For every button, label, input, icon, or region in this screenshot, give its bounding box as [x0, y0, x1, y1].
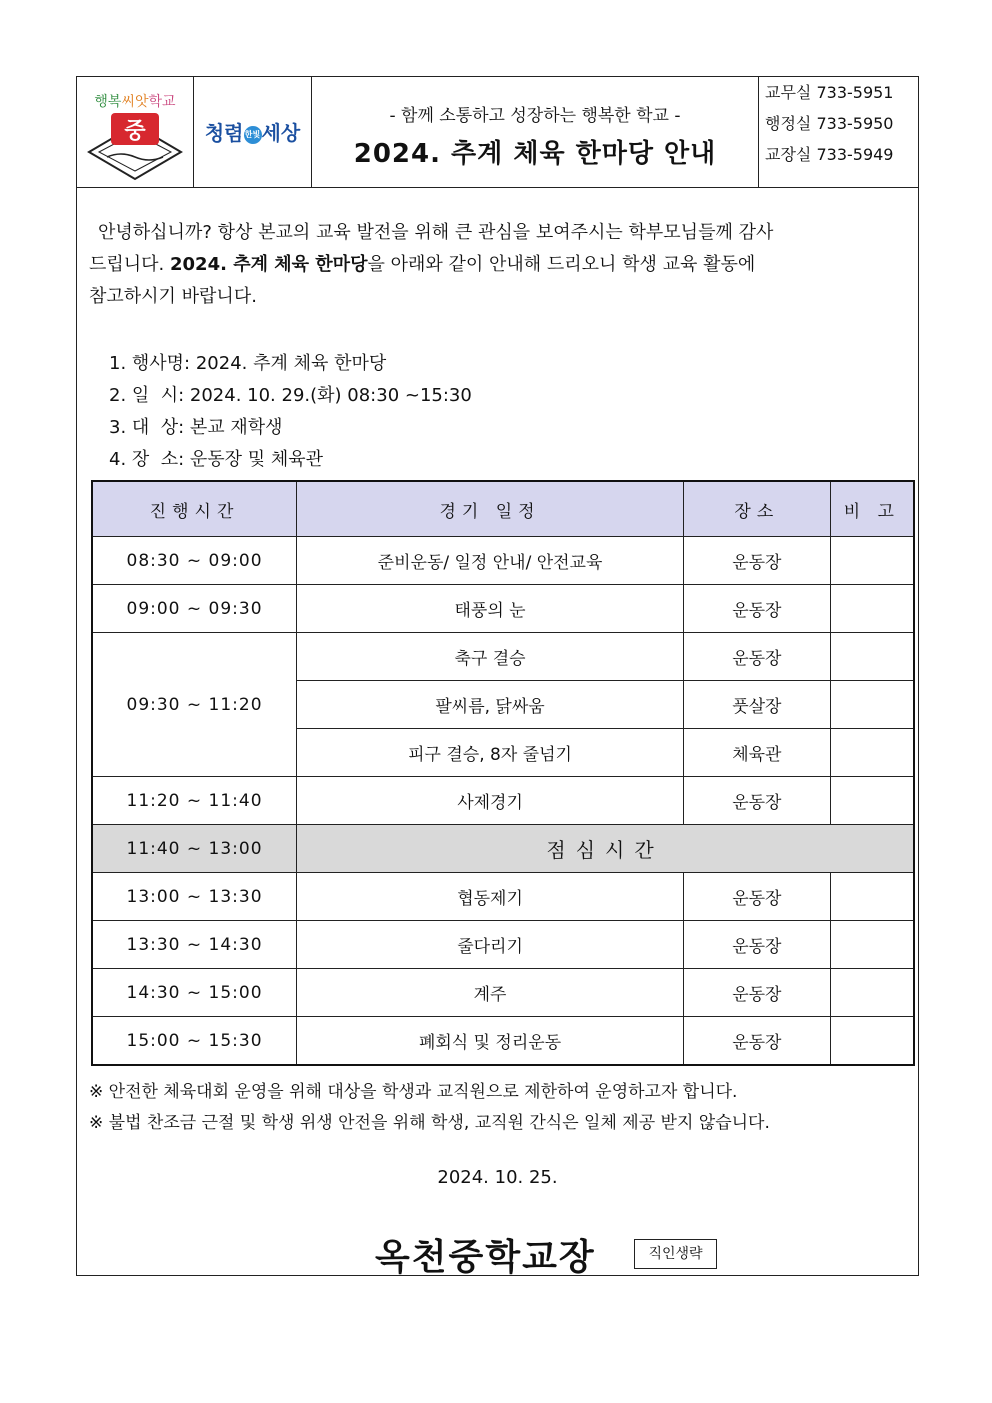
- slogan: - 함께 소통하고 성장하는 행복한 학교 -: [389, 106, 681, 126]
- integrity-world-logo: 청렴한빛세상: [194, 77, 312, 187]
- event-cell: 사제경기: [297, 777, 684, 825]
- time-cell: 08:30 ~ 09:00: [92, 537, 297, 585]
- document-date: 2024. 10. 25.: [437, 1167, 558, 1188]
- time-cell: 09:30 ~ 11:20: [92, 633, 297, 777]
- event-cell: 줄다리기: [297, 921, 684, 969]
- table-row: [92, 969, 914, 1017]
- remarks-cell: [830, 537, 914, 585]
- schedule-table: [91, 480, 915, 1066]
- emblem-char: 중: [124, 119, 146, 144]
- document-frame: [76, 76, 919, 1276]
- remarks-cell: [830, 585, 914, 633]
- event-cell: 준비운동/ 일정 안내/ 안전교육: [297, 537, 684, 585]
- event-cell: 팔씨름, 닭싸움: [297, 681, 684, 729]
- table-row: [92, 873, 914, 921]
- event-cell: 축구 결승: [297, 633, 684, 681]
- time-cell: 11:40 ~ 13:00: [92, 825, 297, 873]
- remarks-cell: [830, 921, 914, 969]
- intro-line-3: 참고하시기 바랍니다.: [89, 286, 257, 307]
- time-cell: 11:20 ~ 11:40: [92, 777, 297, 825]
- globe-icon: 한빛: [244, 126, 262, 144]
- place-cell: 운동장: [684, 777, 831, 825]
- table-row: [92, 777, 914, 825]
- event-cell: 피구 결승, 8자 줄넘기: [297, 729, 684, 777]
- place-cell: 풋살장: [684, 681, 831, 729]
- intro-line-1: 안녕하십니까? 항상 본교의 교육 발전을 위해 큰 관심을 보여주시는 학부모님들께 감사: [98, 222, 774, 243]
- table-row: [92, 585, 914, 633]
- contact-admin: 행정실 733-5950: [765, 114, 894, 133]
- place-cell: 운동장: [684, 633, 831, 681]
- table-row: [92, 1017, 914, 1066]
- info-item-datetime: 2. 일 시: 2024. 10. 29.(화) 08:30 ~15:30: [109, 385, 472, 406]
- time-cell: 09:00 ~ 09:30: [92, 585, 297, 633]
- col-header-time: 진행시간: [92, 481, 297, 537]
- logo-caption: 행복씨앗학교: [94, 94, 176, 110]
- col-header-event: 경기 일정: [297, 481, 684, 537]
- table-row: [92, 921, 914, 969]
- contact-academic: 교무실 733-5951: [765, 83, 894, 102]
- event-cell: 협동제기: [297, 873, 684, 921]
- seal-omitted-stamp: 직인생략: [634, 1239, 717, 1269]
- remarks-cell: [830, 633, 914, 681]
- place-cell: 운동장: [684, 537, 831, 585]
- contact-principal: 교장실 733-5949: [765, 145, 894, 164]
- info-item-name: 1. 행사명: 2024. 추계 체육 한마당: [109, 353, 387, 374]
- place-cell: 운동장: [684, 873, 831, 921]
- principal-signature: 옥천중학교장: [375, 1237, 596, 1278]
- time-cell: 13:30 ~ 14:30: [92, 921, 297, 969]
- note-snacks: ※ 불법 찬조금 근절 및 학생 위생 안전을 위해 학생, 교직원 간식은 일체 제공 받지 않습니다.: [89, 1113, 770, 1133]
- lunch-row: [92, 825, 914, 873]
- event-cell: 폐회식 및 정리운동: [297, 1017, 684, 1066]
- remarks-cell: [830, 969, 914, 1017]
- happy-seed-school-logo: [77, 77, 194, 187]
- place-cell: 체육관: [684, 729, 831, 777]
- remarks-cell: [830, 729, 914, 777]
- event-cell: 계주: [297, 969, 684, 1017]
- lunch-cell: 점심시간: [297, 825, 914, 873]
- contact-list: [759, 77, 918, 187]
- place-cell: 운동장: [684, 585, 831, 633]
- col-header-place: 장소: [684, 481, 831, 537]
- intro-line-2: 드립니다. 2024. 추계 체육 한마당을 아래와 같이 안내해 드리오니 학생 교육 활동에: [89, 254, 756, 275]
- info-item-target: 3. 대 상: 본교 재학생: [109, 417, 283, 438]
- table-row: [92, 537, 914, 585]
- info-item-place: 4. 장 소: 운동장 및 체육관: [109, 449, 324, 470]
- event-cell: 태풍의 눈: [297, 585, 684, 633]
- intro-paragraph: [89, 217, 917, 313]
- time-cell: 14:30 ~ 15:00: [92, 969, 297, 1017]
- school-emblem-icon: [77, 77, 194, 187]
- table-row: [92, 633, 914, 681]
- time-cell: 13:00 ~ 13:30: [92, 873, 297, 921]
- place-cell: 운동장: [684, 969, 831, 1017]
- document-header: [77, 77, 918, 188]
- page-title: 2024. 추계 체육 한마당 안내: [353, 139, 717, 169]
- note-restriction: ※ 안전한 체육대회 운영을 위해 대상을 학생과 교직원으로 제한하여 운영하고자 합니다.: [89, 1082, 738, 1102]
- place-cell: 운동장: [684, 1017, 831, 1066]
- table-header-row: [92, 481, 914, 537]
- place-cell: 운동장: [684, 921, 831, 969]
- time-cell: 15:00 ~ 15:30: [92, 1017, 297, 1066]
- title-cell: [312, 77, 759, 187]
- remarks-cell: [830, 873, 914, 921]
- remarks-cell: [830, 1017, 914, 1066]
- remarks-cell: [830, 681, 914, 729]
- remarks-cell: [830, 777, 914, 825]
- col-header-remarks: 비 고: [830, 481, 914, 537]
